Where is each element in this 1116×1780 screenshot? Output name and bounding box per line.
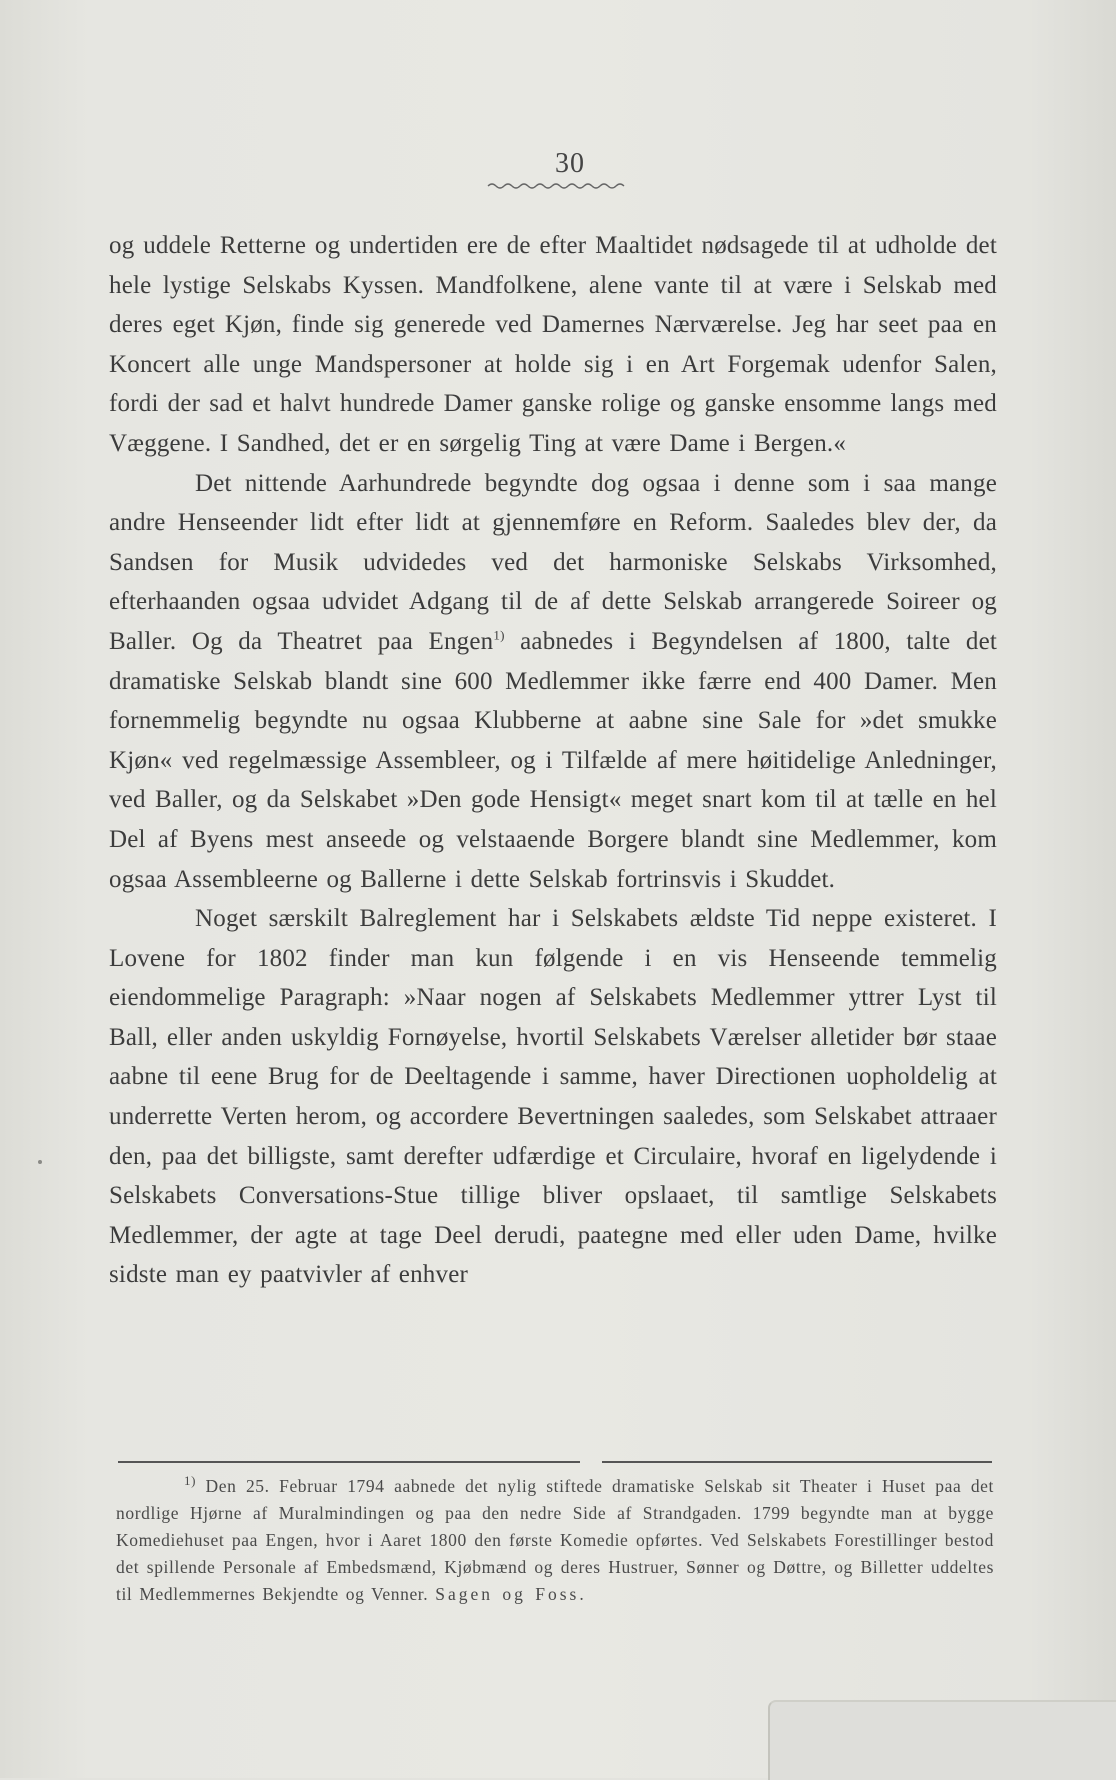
page-header: [0, 148, 1116, 180]
paragraph-reform: [109, 464, 997, 900]
footnote-divider: [118, 1461, 992, 1463]
footnote-marker: 1): [184, 1473, 197, 1489]
wavy-ornament-icon: [486, 180, 626, 192]
paragraph-balreglement: Noget særskilt Balreglement har i Selskabets ældste Tid neppe existeret. I Lovene for 1802 finder man kun følgende i en vis Henseende temmelig eiendommelige Paragraph: »Naar nogen af Selskabets Medlemmer yttrer Lyst til Ball, eller anden uskyldig Fornøyelse, hvortil Selskabets Værelser alletider bør staae aabne til eene Brug for de Deeltagende i samme, haver Directionen uopholdelig at underrette Verten herom, og accordere Bevertningen saaledes, som Selskabet attraaer den, paa det billigste, samt derefter udfærdige et Circulaire, hvoraf en ligelydende i Selskabets Conversations-Stue tillige bliver opslaaet, til samtlige Selskabets Medlemmer, der agte at tage Deel derudi, paategne med eller uden Dame, hvilke sidste man ey paatvivler af enhver: [109, 905, 997, 1289]
main-text: [109, 226, 997, 1295]
footnote-source: Sagen og Foss.: [435, 1584, 587, 1604]
footnote-area: [116, 1473, 994, 1608]
footnote-reference: 1): [493, 627, 505, 643]
page-edge: [768, 1700, 1116, 1780]
footnote-text: Den 25. Februar 1794 aabnede det nylig stiftede dramatiske Selskab sit Theater i Huset paa det nordlige Hjørne af Muralmindingen og paa den nedre Side af Strandgaden. 1799 begyndte man at bygge Komediehuset paa Engen, hvor i Aaret 1800 den første Komedie opførtes. Ved Selskabets Forestillinger bestod det spillende Personale af Embedsmænd, Kjøbmænd og deres Hustruer, Sønner og Døttre, og Billetter uddeltes til Medlemmernes Bekjendte og Venner.: [116, 1476, 994, 1604]
paragraph-continued: og uddele Retterne og undertiden ere de efter Maaltidet nødsagede til at udholde det hele lystige Selskabs Kyssen. Mandfolkene, alene vante til at være i Selskab med deres eget Kjøn, finde sig generede ved Damernes Nærværelse. Jeg har seet paa en Koncert alle unge Mandspersoner at holde sig i en Art Forgemak udenfor Salen, fordi der sad et halvt hundrede Damer ganske rolige og ganske ensomme langs med Væggene. I Sandhed, det er en sørgelig Ting at være Dame i Bergen.«: [109, 232, 997, 457]
paragraph-reform-text-a: Det nittende Aarhundrede begyndte dog ogsaa i denne som i saa mange andre Henseender lidt efter lidt at gjennemføre en Reform. Saaledes blev der, da Sandsen for Musik udvidedes ved det harmoniske Selskabs Virksomhed, efterhaanden ogsaa udvidet Adgang til de af dette Selskab arrangerede Soireer og Baller. Og da Theatret paa Engen: [109, 469, 997, 655]
page-number: 30: [555, 148, 585, 179]
paper-speck: [38, 1160, 42, 1164]
paragraph-reform-text-b: aabnedes i Begyndelsen af 1800, talte det dramatiske Selskab blandt sine 600 Medlemmer ikke færre end 400 Damer. Men fornemmelig begyndte nu ogsaa Klubberne at aabne sine Sale for »det smukke Kjøn« ved regelmæssige Assembleer, og i Tilfælde af mere høitidelige Anledninger, ved Baller, og da Selskabet »Den gode Hensigt« meget snart kom til at tælle en hel Del af Byens mest anseede og velstaaende Borgere blandt sine Medlemmer, kom ogsaa Assembleerne og Ballerne i dette Selskab fortrinsvis i Skuddet.: [109, 627, 998, 893]
footnote: [116, 1473, 994, 1608]
